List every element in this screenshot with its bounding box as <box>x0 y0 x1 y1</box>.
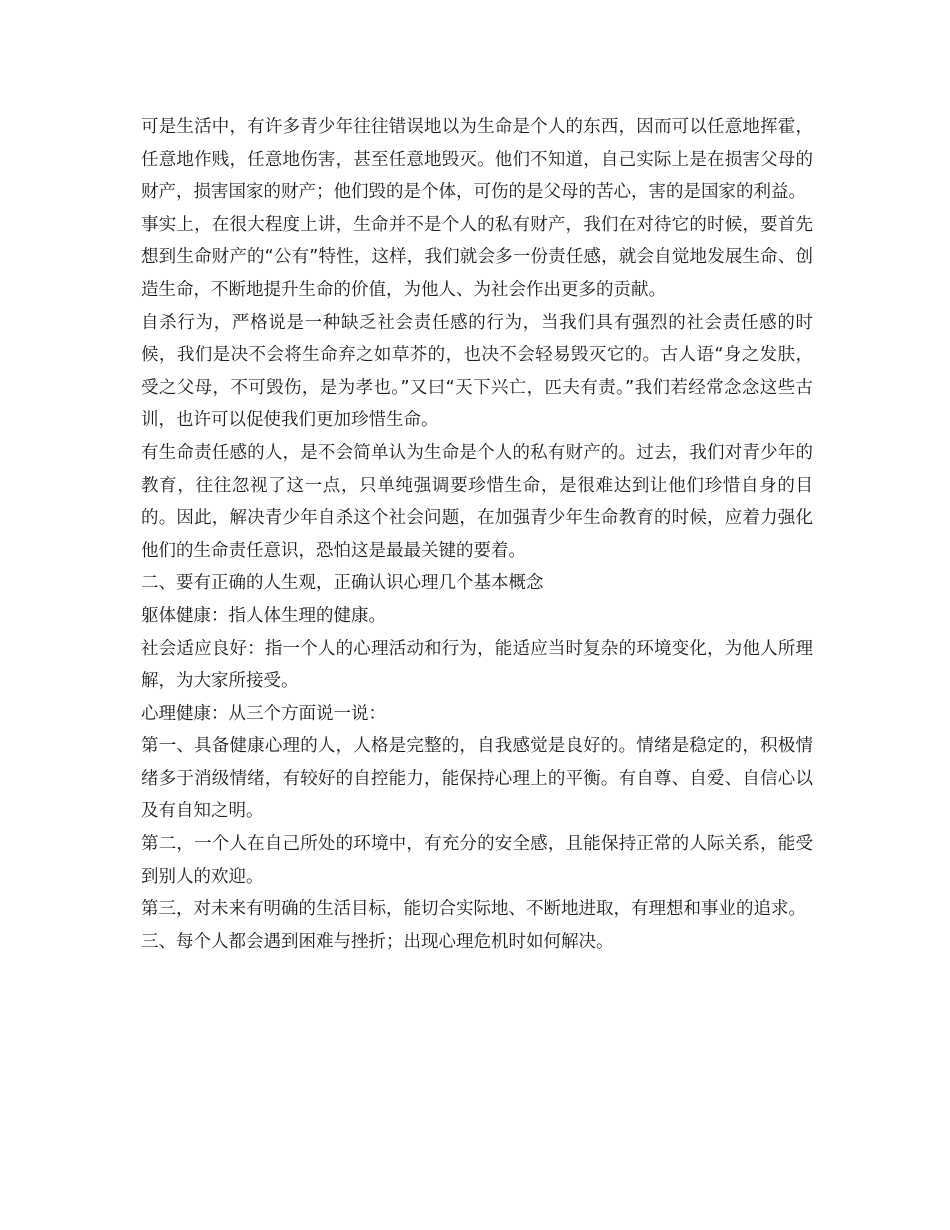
paragraph-physical-health: 躯体健康：指人体生理的健康。 <box>141 605 386 626</box>
paragraph-4: 有生命责任感的人，是不会简单认为生命是个人的私有财产的。过去，我们对青少年的教育，往往忽视了这一点，只单纯强调要珍惜生命，是很难达到让他们珍惜自身的目的。因此，解决青少年自杀这个社会问题，在加强青少年生命教育的时候，应着力强化他们的生命责任意识，恐怕这是最最关键的要着。 <box>141 442 813 561</box>
paragraph-1: 可是生活中，有许多青少年往往错误地以为生命是个人的东西，因而可以任意地挥霍，任意地作贱，任意地伤害，甚至任意地毁灭。他们不知道，自己实际上是在损害父母的财产，损害国家的财产；他们毁的是个体，可伤的是父母的苦心，害的是国家的利益。 <box>141 117 813 203</box>
paragraph-social-adaptation: 社会适应良好：指一个人的心理活动和行为，能适应当时复杂的环境变化，为他人所理解，为大家所接受。 <box>141 638 813 692</box>
paragraph-mental-health: 心理健康：从三个方面说一说： <box>141 703 386 724</box>
paragraph-3: 自杀行为，严格说是一种缺乏社会责任感的行为，当我们具有强烈的社会责任感的时候，我们是决不会将生命弃之如草芥的，也决不会轻易毁灭它的。古人语“身之发肤，受之父母，不可毁伤，是为孝也。”又曰“天下兴亡，匹夫有责。”我们若经常念念这些古训，也许可以促使我们更加珍惜生命。 <box>141 312 813 431</box>
section-heading-2: 二、要有正确的人生观，正确认识心理几个基本概念 <box>141 573 544 594</box>
section-heading-3: 三、每个人都会遇到困难与挫折；出现心理危机时如何解决。 <box>141 931 614 952</box>
paragraph-point-2: 第二，一个人在自己所处的环境中，有充分的安全感，且能保持正常的人际关系，能受到别人的欢迎。 <box>141 834 813 887</box>
paragraph-point-3: 第三，对未来有明确的生活目标，能切合实际地、不断地进取，有理想和事业的追求。 <box>141 899 806 920</box>
paragraph-2: 事实上，在很大程度上讲，生命并不是个人的私有财产，我们在对待它的时候，要首先想到生命财产的“公有”特性，这样，我们就会多一份责任感，就会自觉地发展生命、创造生命，不断地提升生命的价值，为他人、为社会作出更多的贡献。 <box>141 214 813 300</box>
paragraph-point-1: 第一、具备健康心理的人，人格是完整的，自我感觉是良好的。情绪是稳定的，积极情绪多于消级情绪，有较好的自控能力，能保持心理上的平衡。有自尊、自爱、自信心以及有自知之明。 <box>141 736 813 822</box>
document-body <box>141 111 813 958</box>
